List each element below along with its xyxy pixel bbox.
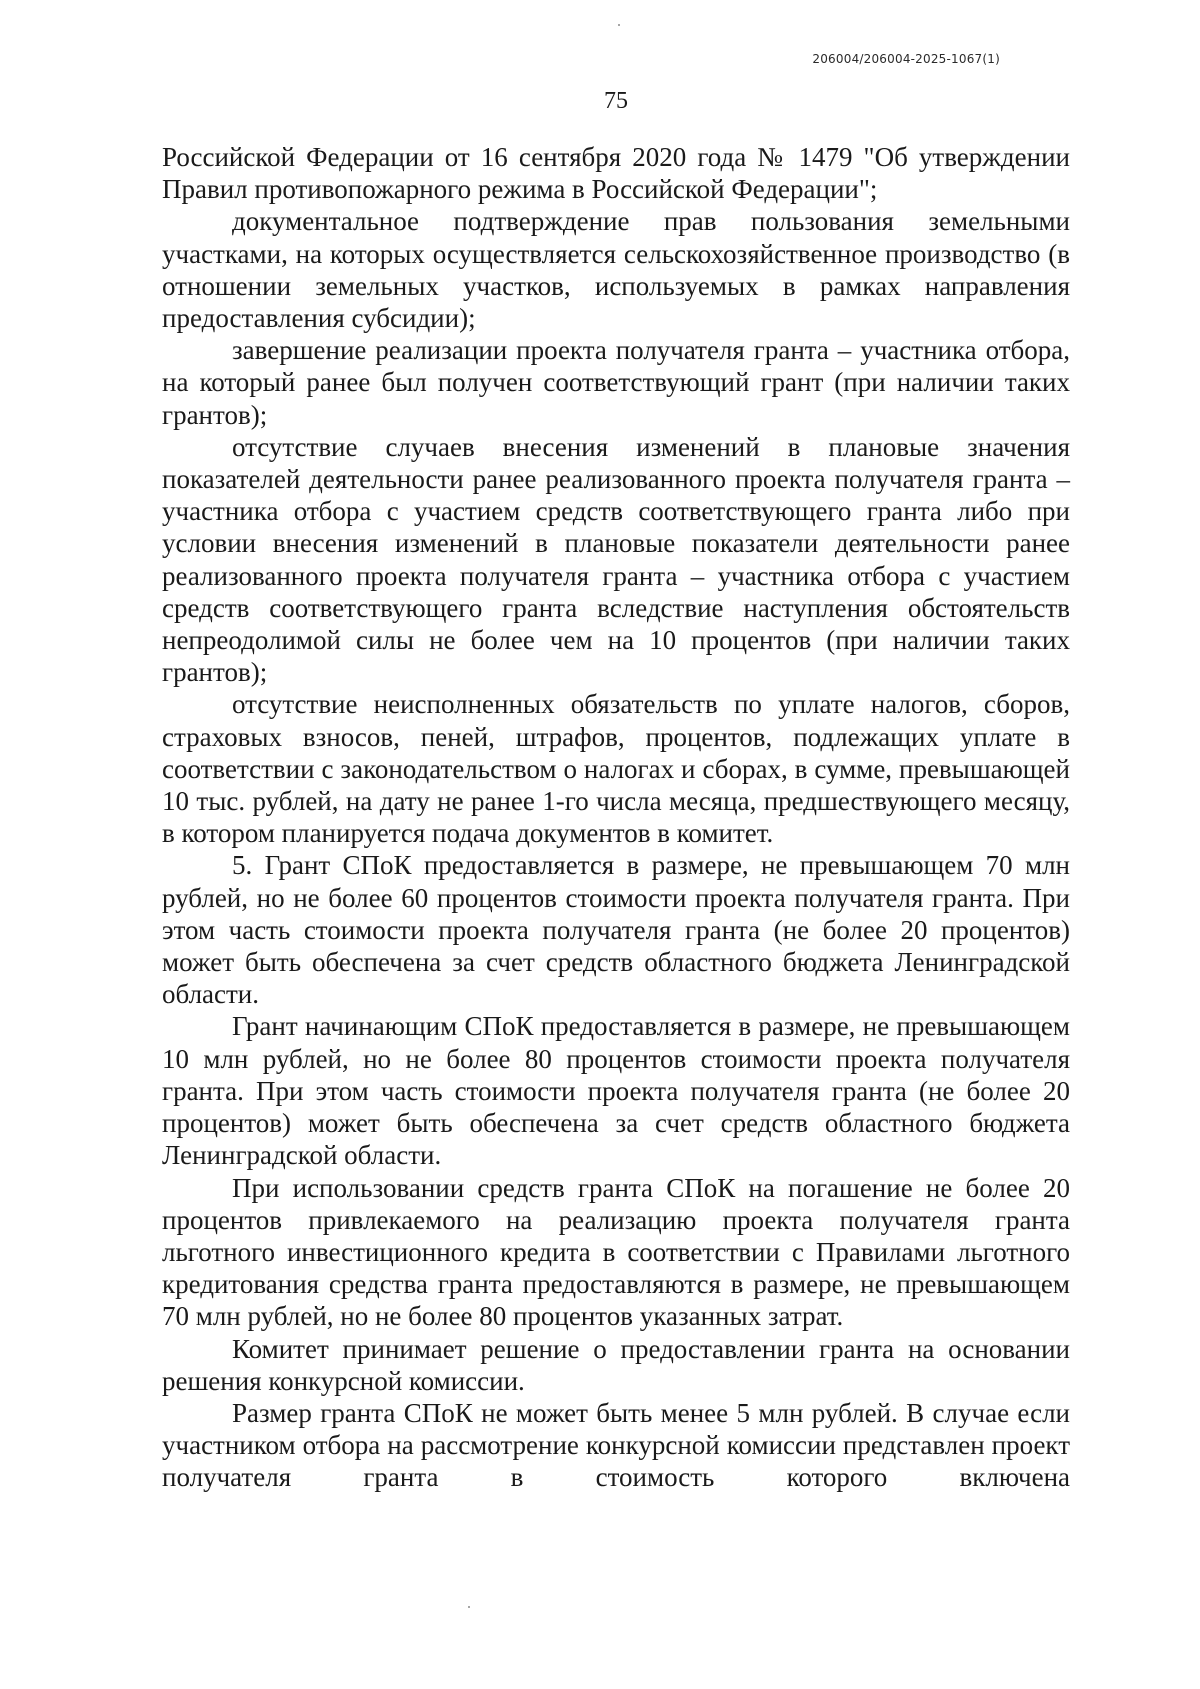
paragraph-project-completion: завершение реализации проекта получателя гранта – участника отбора, на который ранее был получен соответствующий грант (при наличии таких грантов); <box>162 335 1070 430</box>
paragraph-no-tax-debts: отсутствие неисполненных обязательств по уплате налогов, сборов, страховых взносов, пеней, штрафов, процентов, подлежащих уплате в соответствии с законодательством о налогах и сборах, в сумме, превышающей 10 тыс. рублей, на дату не ранее 1-го числа месяца, предшествующего месяцу, в котором планируется подача документов в комитет. <box>162 689 1070 849</box>
paragraph-beginner-grant: Грант начинающим СПоК предоставляется в размере, не превышающем 10 млн рублей, но не более 80 процентов стоимости проекта получателя гранта. При этом часть стоимости проекта получателя гранта (не более 20 процентов) может быть обеспечена за счет средств областного бюджета Ленинградской области. <box>162 1011 1070 1171</box>
paragraph-committee-decision: Комитет принимает решение о предоставлении гранта на основании решения конкурсной комиссии. <box>162 1333 1070 1396</box>
paragraph-grant-amount: 5. Грант СПоК предоставляется в размере, не превышающем 70 млн рублей, но не более 60 процентов стоимости проекта получателя гранта. При этом часть стоимости проекта получателя гранта (не более 20 процентов) может быть обеспечена за счет средств областного бюджета Ленинградской области. <box>162 850 1070 1010</box>
paragraph-continuation: Российской Федерации от 16 сентября 2020 года № 1479 "Об утверждении Правил противопожарного режима в Российской Федерации"; <box>162 142 1070 205</box>
document-id: 206004/206004-2025-1067(1) <box>812 52 1000 66</box>
document-body <box>162 141 1070 1494</box>
scan-artifact <box>468 1606 470 1608</box>
page-number: 75 <box>604 88 628 114</box>
paragraph-credit-repayment: При использовании средств гранта СПоК на погашение не более 20 процентов привлекаемого на реализацию проекта получателя гранта льготного инвестиционного кредита в соответствии с Правилами льготного кредитования средства гранта предоставляются в размере, не превышающем 70 млн рублей, но не более 80 процентов указанных затрат. <box>162 1172 1070 1332</box>
paragraph-land-rights: документальное подтверждение прав пользования земельными участками, на которых осуществляется сельскохозяйственное производство (в отношении земельных участков, используемых в рамках направления предоставления субсидии); <box>162 206 1070 334</box>
paragraph-minimum-grant: Размер гранта СПоК не может быть менее 5 млн рублей. В случае если участником отбора на рассмотрение конкурсной комиссии представлен проект получателя гранта в стоимость которого включена <box>162 1397 1070 1493</box>
scan-artifact <box>618 24 620 26</box>
paragraph-no-changes: отсутствие случаев внесения изменений в плановые значения показателей деятельности ранее реализованного проекта получателя гранта – участника отбора с участием средств соответствующего гранта либо при условии внесения изменений в плановые показатели деятельности ранее реализованного проекта получателя гранта – участника отбора с участием средств соответствующего гранта вследствие наступления обстоятельств непреодолимой силы не более чем на 10 процентов (при наличии таких грантов); <box>162 431 1070 688</box>
